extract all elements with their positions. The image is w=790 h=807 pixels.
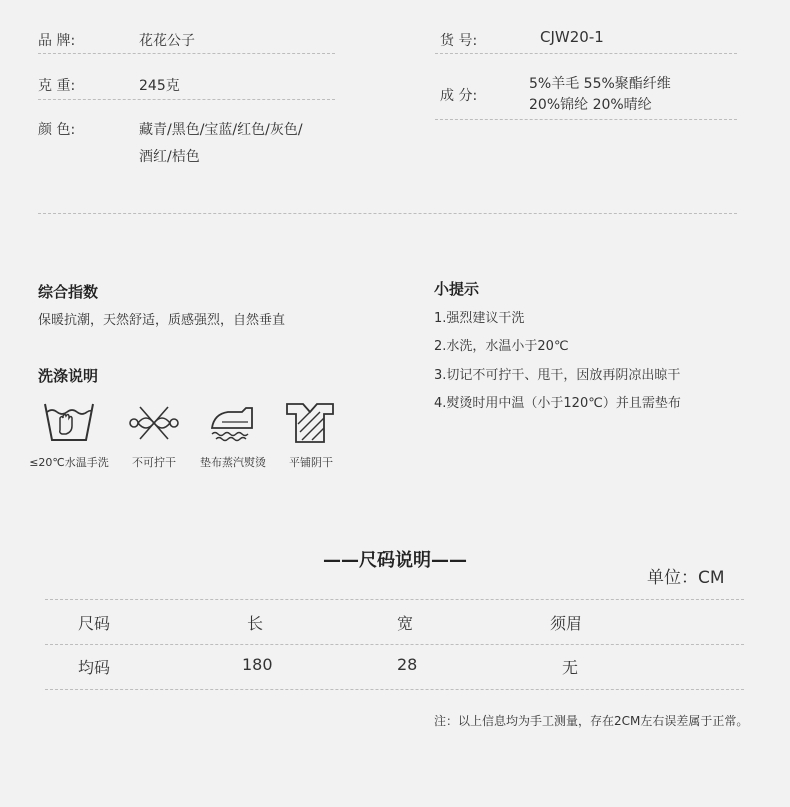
weight-value: 245克	[139, 78, 180, 94]
composition-line-2: 20%锦纶 20%晴纶	[529, 97, 652, 113]
color-label: 颜 色:	[38, 122, 76, 138]
tip-item: 2.水洗，水温小于20℃	[434, 339, 569, 354]
hand-wash-icon	[44, 400, 94, 444]
summary-text: 保暖抗潮，天然舒适，质感强烈，自然垂直	[38, 313, 286, 328]
cell-length: 180	[242, 655, 273, 674]
header-size: 尺码	[78, 614, 111, 633]
dry-flat-shade-icon	[286, 402, 334, 444]
weight-label: 克 重:	[38, 78, 76, 94]
color-value-line-1: 藏青/黑色/宝蓝/红色/灰色/	[139, 122, 303, 138]
table-divider	[45, 689, 744, 690]
color-value-line-2: 酒红/桔色	[139, 149, 200, 165]
divider	[435, 53, 737, 54]
do-not-wring-caption: 不可拧干	[132, 456, 176, 469]
summary-title: 综合指数	[38, 283, 99, 301]
section-divider	[38, 213, 737, 214]
composition-line-1: 5%羊毛 55%聚酯纤维	[529, 76, 671, 92]
cell-width: 28	[397, 655, 418, 674]
size-title: ——尺码说明——	[323, 550, 467, 571]
tip-item: 3.切记不可拧干、甩干，因放再阴凉出晾干	[434, 368, 681, 383]
item-no-value: CJW20-1	[540, 28, 604, 46]
item-no-label: 货 号:	[440, 33, 478, 49]
size-note: 注：以上信息均为手工测量，存在2CM左右误差属于正常。	[434, 714, 749, 728]
tips-title: 小提示	[434, 280, 480, 298]
washing-title: 洗涤说明	[38, 367, 99, 385]
cell-size: 均码	[78, 658, 111, 677]
composition-label: 成 分:	[440, 88, 478, 104]
brand-label: 品 牌:	[38, 33, 76, 49]
hand-wash-caption: ≤20℃水温手洗	[29, 456, 109, 469]
steam-iron-caption: 垫布蒸汽熨烫	[200, 456, 266, 469]
header-trim: 须眉	[550, 614, 583, 633]
dry-flat-shade-caption: 平铺阴干	[289, 456, 333, 469]
do-not-wring-icon	[128, 405, 180, 441]
brand-value: 花花公子	[139, 33, 195, 49]
table-divider	[45, 644, 744, 645]
size-unit: 单位：CM	[647, 568, 725, 588]
divider	[435, 119, 737, 120]
table-divider	[45, 599, 744, 600]
tip-item: 1.强烈建议干洗	[434, 311, 525, 326]
tip-item: 4.熨烫时用中温（小于120℃）并且需垫布	[434, 396, 681, 411]
header-width: 宽	[397, 614, 414, 633]
divider	[38, 99, 335, 100]
steam-iron-icon	[208, 402, 256, 442]
divider	[38, 53, 335, 54]
header-length: 长	[247, 614, 264, 633]
cell-trim: 无	[562, 658, 579, 677]
